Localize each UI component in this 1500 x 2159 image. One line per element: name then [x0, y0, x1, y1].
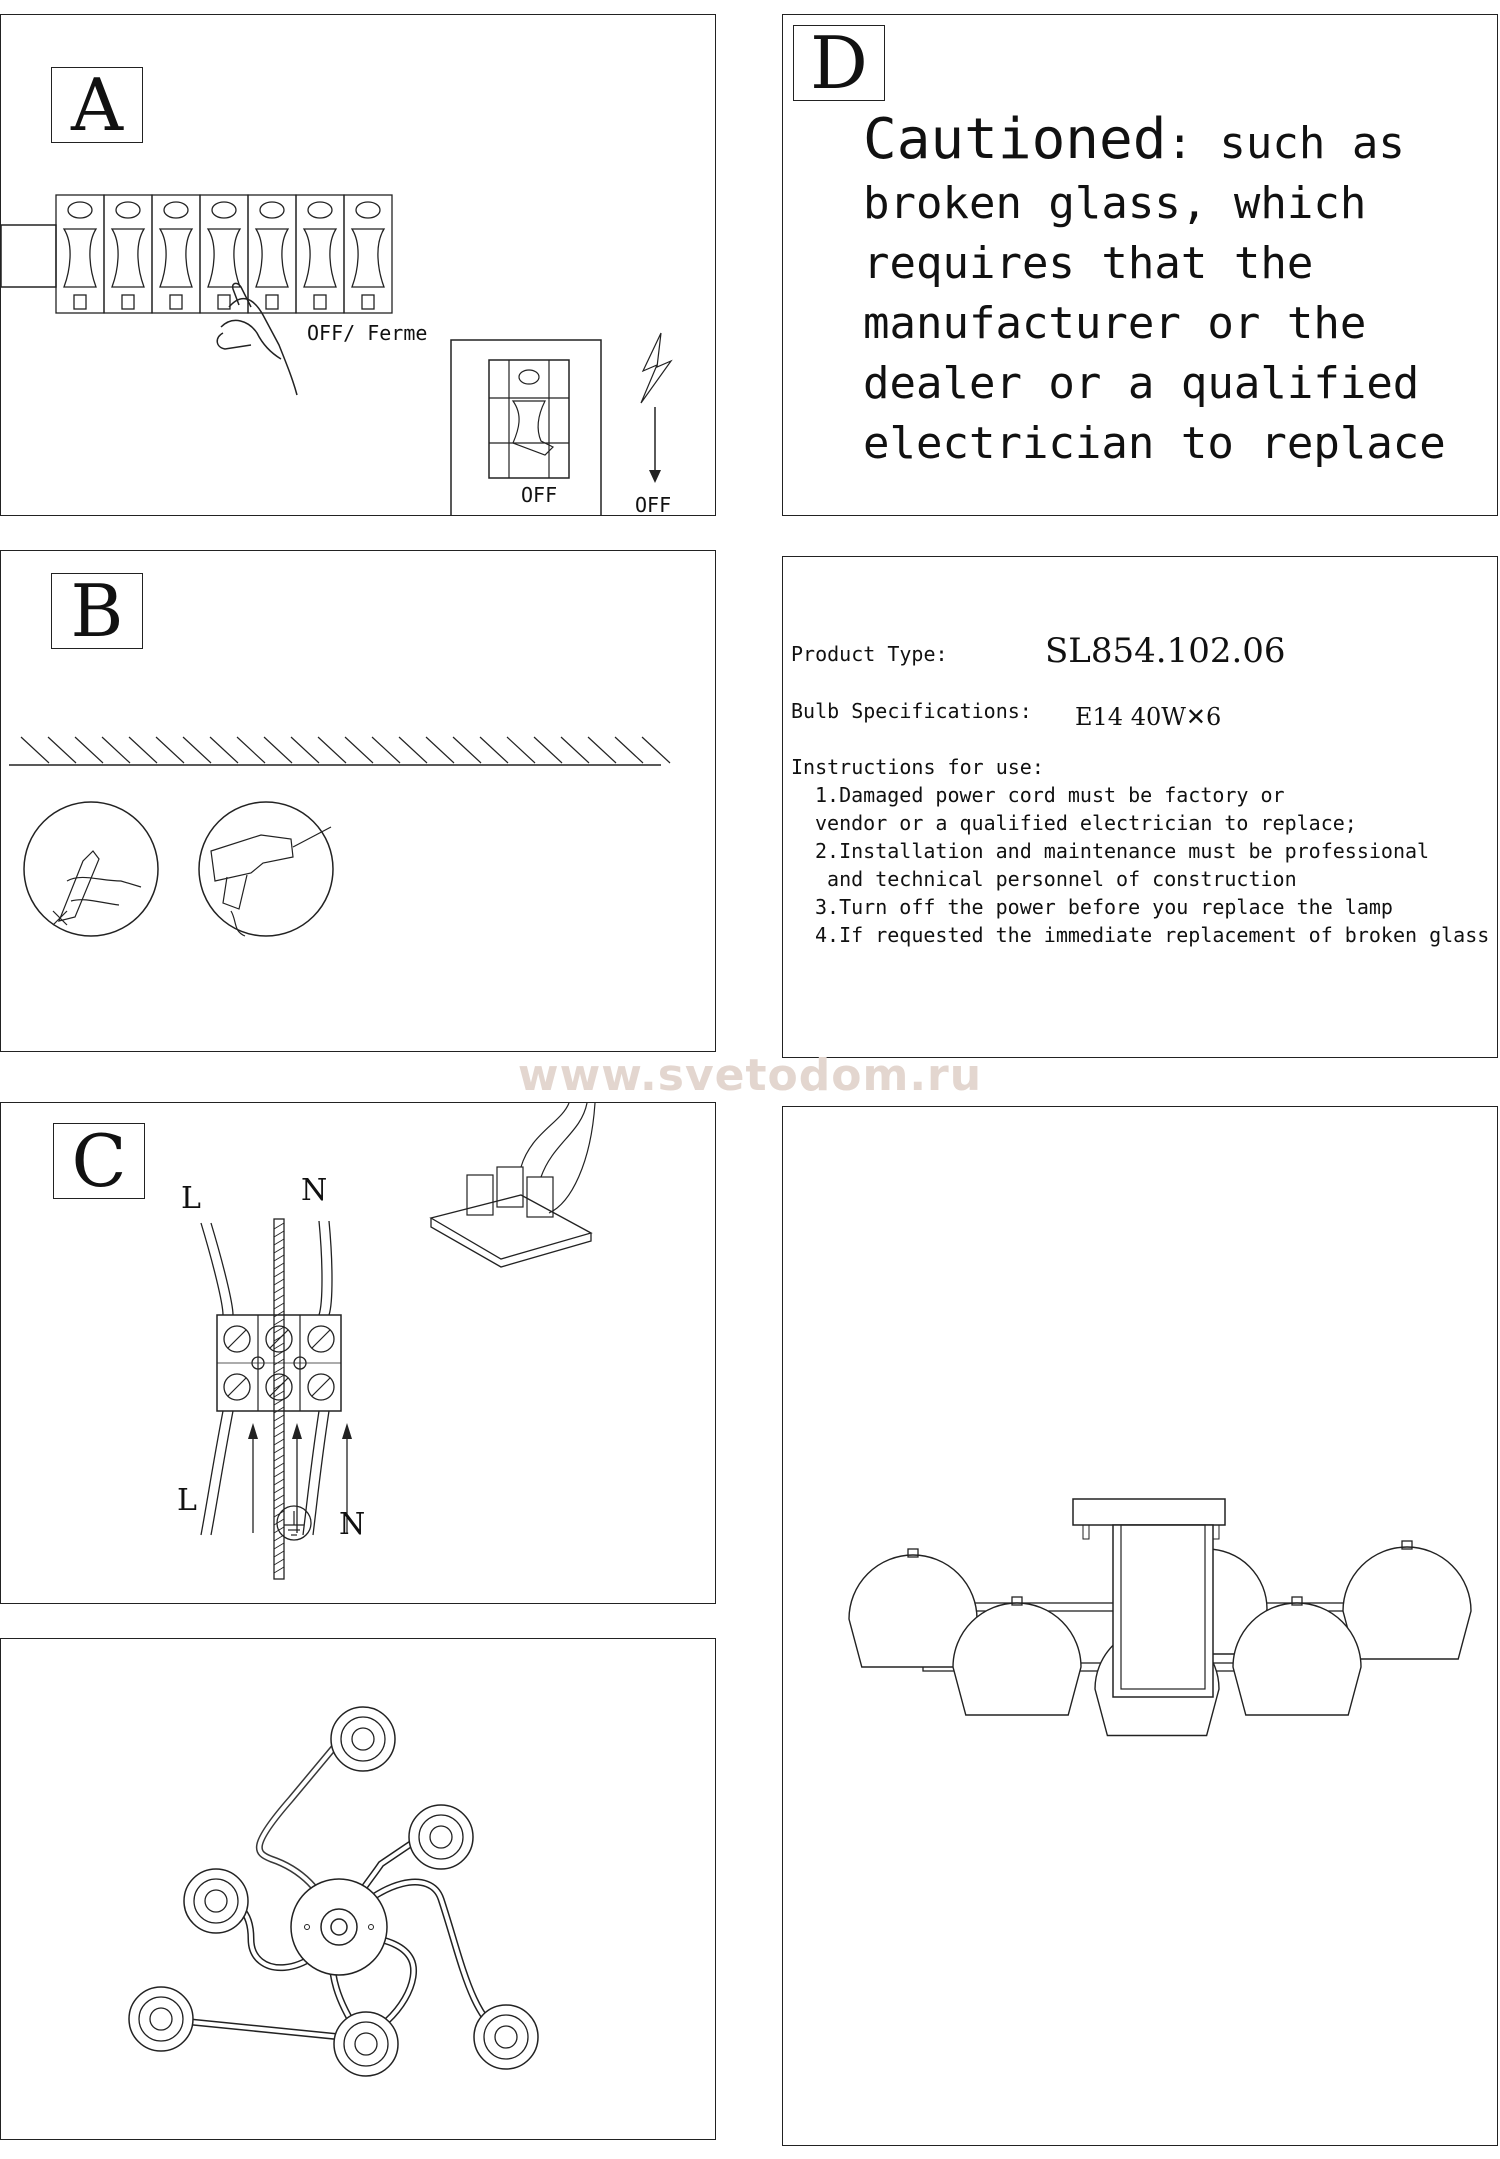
- chandelier-top-view: [1, 1639, 716, 2140]
- top-view-panel: [0, 1638, 716, 2140]
- instructions-heading: Instructions for use:: [791, 755, 1044, 779]
- arrow-off-label: OFF: [635, 493, 672, 516]
- instruction-line-4: and technical personnel of construction: [815, 867, 1297, 891]
- caution-lead: Cautioned: [863, 107, 1167, 172]
- instruction-line-1: 1.Damaged power cord must be factory or: [815, 783, 1285, 807]
- instruction-line-6: 4.If requested the immediate replacement of broken glass: [815, 923, 1490, 947]
- wire-label-l-bottom: L: [177, 1483, 197, 1518]
- panel-d-letter: D: [793, 25, 885, 101]
- instruction-line-2: vendor or a qualified electrician to replace;: [815, 811, 1357, 835]
- breaker-off-label: OFF/ Ferme: [307, 321, 428, 345]
- wire-label-l-top: L: [181, 1181, 201, 1216]
- panel-c: [0, 1102, 716, 1604]
- ceiling-drilling-illustration: [1, 551, 716, 1052]
- watermark: www.svetodom.ru: [517, 1050, 983, 1101]
- bulb-spec-label: Bulb Specifications:: [791, 699, 1032, 723]
- panel-d: [782, 14, 1498, 516]
- wire-label-n-top: N: [301, 1173, 328, 1208]
- bulb-spec-value: E14 40W✕6: [1075, 703, 1222, 731]
- panel-b-letter: B: [51, 573, 143, 649]
- panel-b: [0, 550, 716, 1052]
- product-type-value: SL854.102.06: [1045, 631, 1286, 671]
- chandelier-side-view: [783, 1107, 1498, 2146]
- panel-a: [0, 14, 716, 516]
- spec-panel: [782, 556, 1498, 1058]
- panel-c-letter: C: [53, 1123, 145, 1199]
- caution-body: : such as broken glass, which requires that the manufacturer or the dealer or a qualified electrician to replace: [863, 118, 1446, 469]
- wire-label-n-bottom: N: [339, 1507, 366, 1542]
- caution-text: [863, 107, 1463, 474]
- breaker-panel-illustration: [1, 15, 716, 516]
- instruction-line-5: 3.Turn off the power before you replace the lamp: [815, 895, 1393, 919]
- panel-a-letter: A: [51, 67, 143, 143]
- switch-off-label: OFF: [521, 483, 558, 507]
- instruction-line-3: 2.Installation and maintenance must be professional: [815, 839, 1430, 863]
- product-type-label: Product Type:: [791, 642, 948, 666]
- side-view-panel: [782, 1106, 1498, 2146]
